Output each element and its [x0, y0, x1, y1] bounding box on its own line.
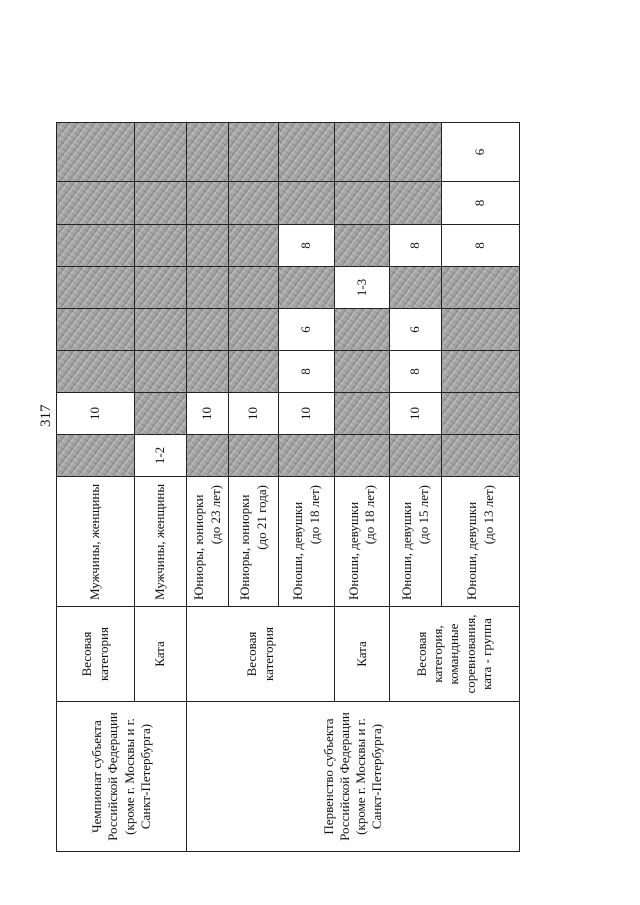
table-frame — [56, 123, 519, 852]
discipline-cell: Мужчины, женщины — [57, 477, 135, 607]
value-cell — [57, 182, 135, 225]
value-cell — [57, 267, 135, 309]
table-row — [57, 123, 135, 852]
value-cell — [335, 435, 390, 477]
category-cell: Весовая категория — [57, 607, 135, 702]
event-cell: Чемпионат субъекта Российской Федерации (кроме г. Москвы и г. Санкт-Петербурга) — [57, 702, 187, 852]
discipline-cell: Юноши, девушки (до 13 лет) — [442, 477, 520, 607]
value-cell: 8 — [279, 351, 335, 393]
value-cell — [442, 267, 520, 309]
value-cell — [229, 225, 279, 267]
value-cell — [442, 393, 520, 435]
value-cell — [279, 267, 335, 309]
value-cell: 8 — [279, 225, 335, 267]
value-cell — [279, 123, 335, 182]
value-cell: 8 — [442, 225, 520, 267]
value-cell — [229, 351, 279, 393]
value-cell: 8 — [390, 225, 442, 267]
value-cell — [442, 309, 520, 351]
rotated-table-container — [56, 123, 519, 852]
value-cell: 6 — [390, 309, 442, 351]
value-cell — [229, 435, 279, 477]
value-cell — [187, 351, 229, 393]
table-row — [187, 123, 229, 852]
value-cell — [279, 182, 335, 225]
value-cell — [187, 123, 229, 182]
value-cell — [57, 225, 135, 267]
value-cell — [135, 123, 187, 182]
category-cell: Ката — [335, 607, 390, 702]
value-cell — [57, 351, 135, 393]
event-cell: Первенство субъекта Российской Федерации (кроме г. Москвы и г. Санкт-Петербурга) — [187, 702, 520, 852]
value-cell — [135, 351, 187, 393]
value-cell — [390, 267, 442, 309]
discipline-cell: Юноши, девушки (до 18 лет) — [335, 477, 390, 607]
page-number: 317 — [38, 404, 54, 427]
value-cell — [335, 123, 390, 182]
value-cell — [57, 309, 135, 351]
value-cell: 10 — [279, 393, 335, 435]
value-cell: 10 — [390, 393, 442, 435]
value-cell: 6 — [442, 123, 520, 182]
value-cell — [135, 309, 187, 351]
discipline-cell: Юниоры, юниорки (до 21 года) — [229, 477, 279, 607]
value-cell: 8 — [442, 182, 520, 225]
value-cell — [187, 435, 229, 477]
value-cell — [229, 182, 279, 225]
value-cell — [187, 225, 229, 267]
value-cell: 8 — [390, 351, 442, 393]
table-body — [57, 123, 520, 852]
value-cell — [187, 309, 229, 351]
value-cell: 10 — [57, 393, 135, 435]
value-cell — [390, 435, 442, 477]
value-cell — [335, 182, 390, 225]
value-cell — [442, 351, 520, 393]
value-cell — [229, 123, 279, 182]
value-cell — [57, 123, 135, 182]
value-cell — [335, 225, 390, 267]
value-cell — [187, 267, 229, 309]
value-cell: 10 — [229, 393, 279, 435]
category-cell: Ката — [135, 607, 187, 702]
value-cell: 10 — [187, 393, 229, 435]
value-cell — [390, 182, 442, 225]
value-cell — [335, 309, 390, 351]
value-cell — [335, 351, 390, 393]
value-cell — [335, 393, 390, 435]
category-cell: Весовая категория, командные соревнования, ката - группа — [390, 607, 520, 702]
value-cell: 1-2 — [135, 435, 187, 477]
competition-table — [56, 122, 520, 852]
value-cell — [135, 267, 187, 309]
value-cell — [135, 225, 187, 267]
value-cell — [442, 435, 520, 477]
category-cell: Весовая категория — [187, 607, 335, 702]
discipline-cell: Юноши, девушки (до 15 лет) — [390, 477, 442, 607]
value-cell: 1-3 — [335, 267, 390, 309]
value-cell — [279, 435, 335, 477]
value-cell: 6 — [279, 309, 335, 351]
value-cell — [229, 309, 279, 351]
discipline-cell: Юноши, девушки (до 18 лет) — [279, 477, 335, 607]
value-cell — [390, 123, 442, 182]
value-cell — [57, 435, 135, 477]
value-cell — [229, 267, 279, 309]
value-cell — [135, 393, 187, 435]
value-cell — [187, 182, 229, 225]
discipline-cell: Мужчины, женщины — [135, 477, 187, 607]
discipline-cell: Юниоры, юниорки (до 23 лет) — [187, 477, 229, 607]
value-cell — [135, 182, 187, 225]
